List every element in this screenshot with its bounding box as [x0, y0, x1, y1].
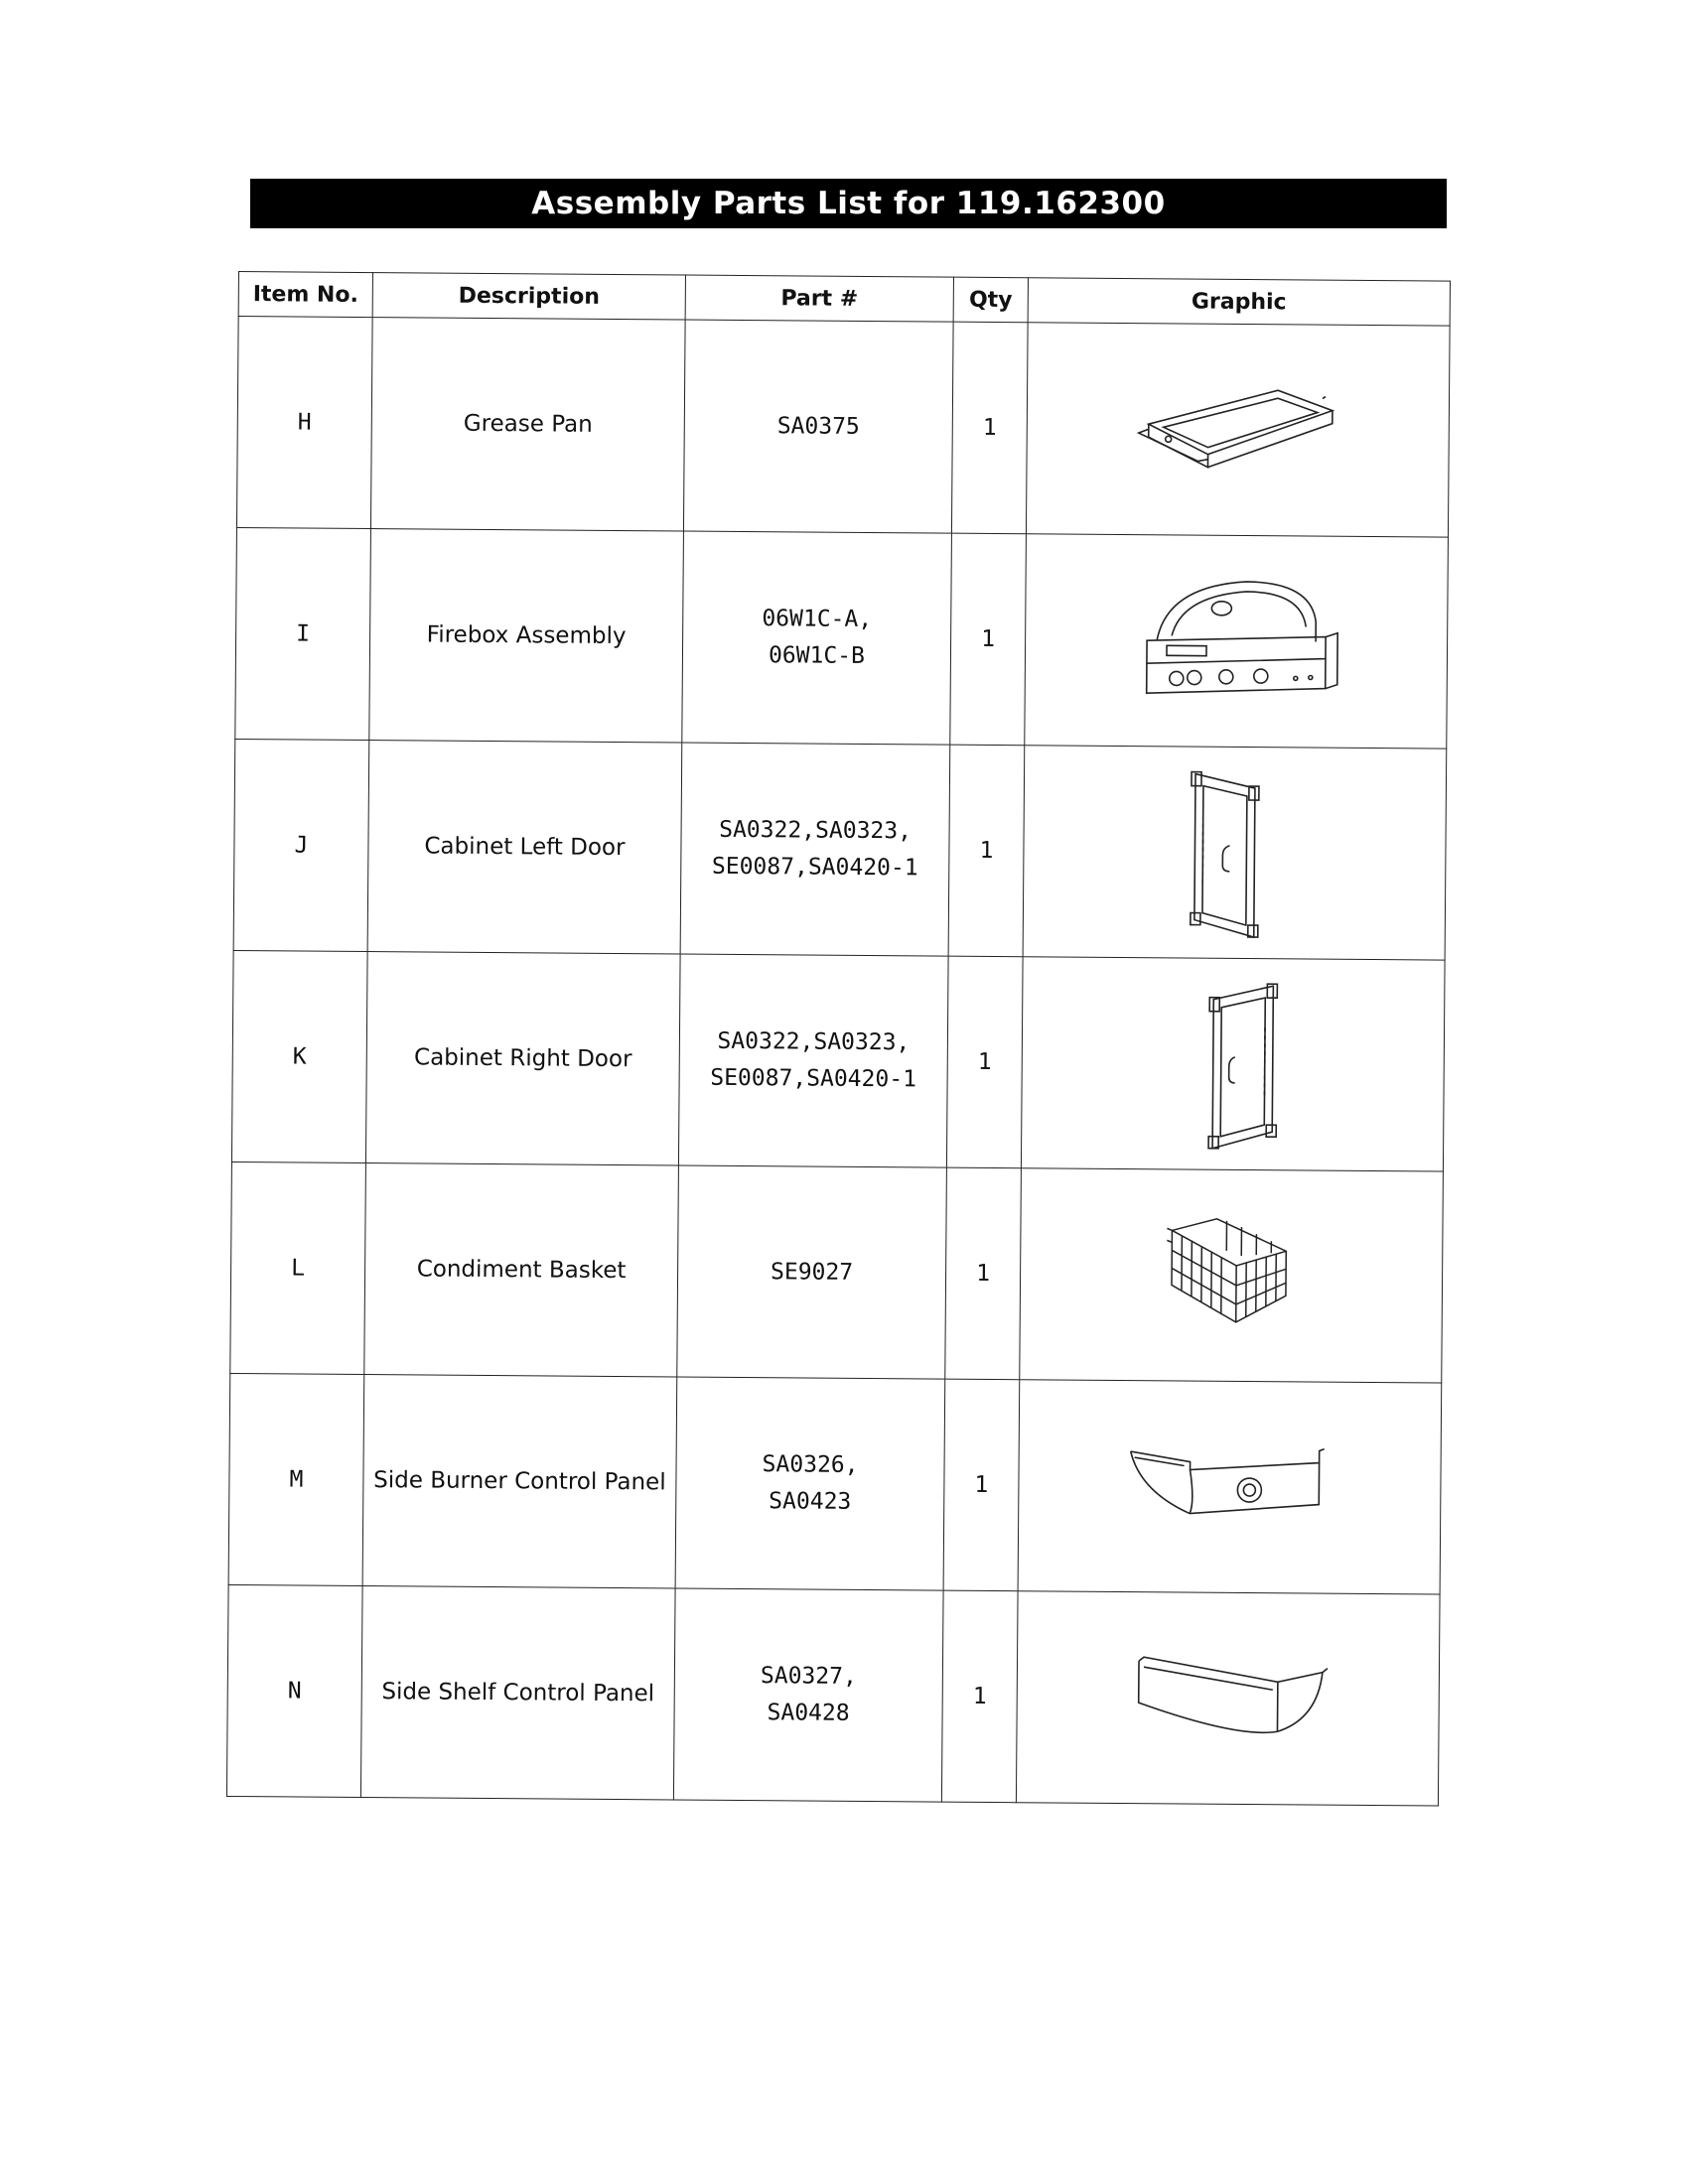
- item-no: J: [233, 739, 369, 951]
- part-number-line: SA0327,: [760, 1663, 857, 1691]
- item-no: K: [231, 950, 367, 1162]
- part-number: [675, 1377, 945, 1590]
- header-qty: Qty: [953, 277, 1028, 323]
- part-number-line: SE0087,SA0420-1: [711, 853, 918, 882]
- header-part-number: Part #: [685, 275, 953, 322]
- part-number-line: SA0423: [769, 1488, 852, 1515]
- part-number-line: SA0322,SA0323,: [719, 817, 912, 845]
- graphic-cell: [1023, 746, 1447, 960]
- header-description: Description: [372, 273, 685, 320]
- header-graphic: Graphic: [1028, 278, 1450, 326]
- graphic-cell: [1026, 323, 1450, 537]
- qty: 1: [943, 1379, 1020, 1591]
- description: Side Shelf Control Panel: [360, 1586, 675, 1800]
- part-number-line: SA0322,SA0323,: [717, 1028, 911, 1056]
- table-row: [231, 950, 1445, 1171]
- item-no: N: [226, 1584, 362, 1797]
- side-shelf-control-panel-icon: [1118, 1643, 1337, 1754]
- description: Firebox Assembly: [369, 529, 684, 743]
- side-burner-control-panel-icon: [1120, 1432, 1339, 1543]
- graphic-cell: [1016, 1591, 1440, 1806]
- part-number: [677, 1165, 947, 1379]
- item-no: L: [230, 1161, 366, 1374]
- part-number-line: SE0087,SA0420-1: [710, 1064, 917, 1093]
- description: Grease Pan: [370, 318, 685, 531]
- graphic-cell: [1018, 1380, 1442, 1594]
- table-row: [228, 1373, 1442, 1594]
- condiment-basket-icon: [1157, 1210, 1307, 1340]
- table-row: [226, 1584, 1440, 1806]
- page-title: Assembly Parts List for 119.162300: [250, 179, 1447, 228]
- part-number: [683, 320, 953, 533]
- qty: 1: [948, 745, 1025, 957]
- parts-table: [226, 271, 1451, 1807]
- item-no: I: [235, 527, 371, 740]
- graphic-cell: [1021, 957, 1445, 1171]
- part-number-line: 06W1C-B: [768, 642, 866, 669]
- qty: 1: [950, 533, 1027, 746]
- part-number: [673, 1588, 943, 1802]
- part-number-line: SA0326,: [762, 1451, 859, 1479]
- part-number: [682, 531, 952, 745]
- description: Side Burner Control Panel: [362, 1375, 677, 1588]
- item-no: M: [228, 1373, 364, 1585]
- qty: 1: [951, 322, 1028, 534]
- firebox-assembly-icon: [1127, 566, 1346, 717]
- qty: 1: [941, 1590, 1018, 1803]
- description: Condiment Basket: [364, 1163, 679, 1377]
- table-row: [230, 1161, 1444, 1383]
- qty: 1: [946, 956, 1023, 1168]
- cabinet-right-door-icon: [1173, 977, 1293, 1152]
- item-no: H: [236, 317, 372, 529]
- table-row: [235, 527, 1449, 749]
- part-number-line: SA0375: [776, 412, 860, 440]
- graphic-cell: [1025, 534, 1449, 749]
- table-row: [233, 739, 1447, 960]
- description: Cabinet Right Door: [365, 952, 680, 1165]
- part-number-line: SA0428: [767, 1700, 850, 1726]
- table-row: [236, 317, 1450, 538]
- graphic-cell: [1020, 1168, 1444, 1383]
- description: Cabinet Left Door: [367, 741, 682, 954]
- part-number: [678, 954, 948, 1167]
- cabinet-left-door-icon: [1175, 765, 1295, 940]
- header-item-no: Item No.: [238, 272, 372, 318]
- part-number-line: 06W1C-A,: [762, 606, 873, 633]
- qty: 1: [945, 1167, 1022, 1380]
- part-number: [680, 743, 950, 956]
- grease-pan-icon: [1128, 359, 1347, 500]
- part-number-line: SE9027: [770, 1258, 854, 1286]
